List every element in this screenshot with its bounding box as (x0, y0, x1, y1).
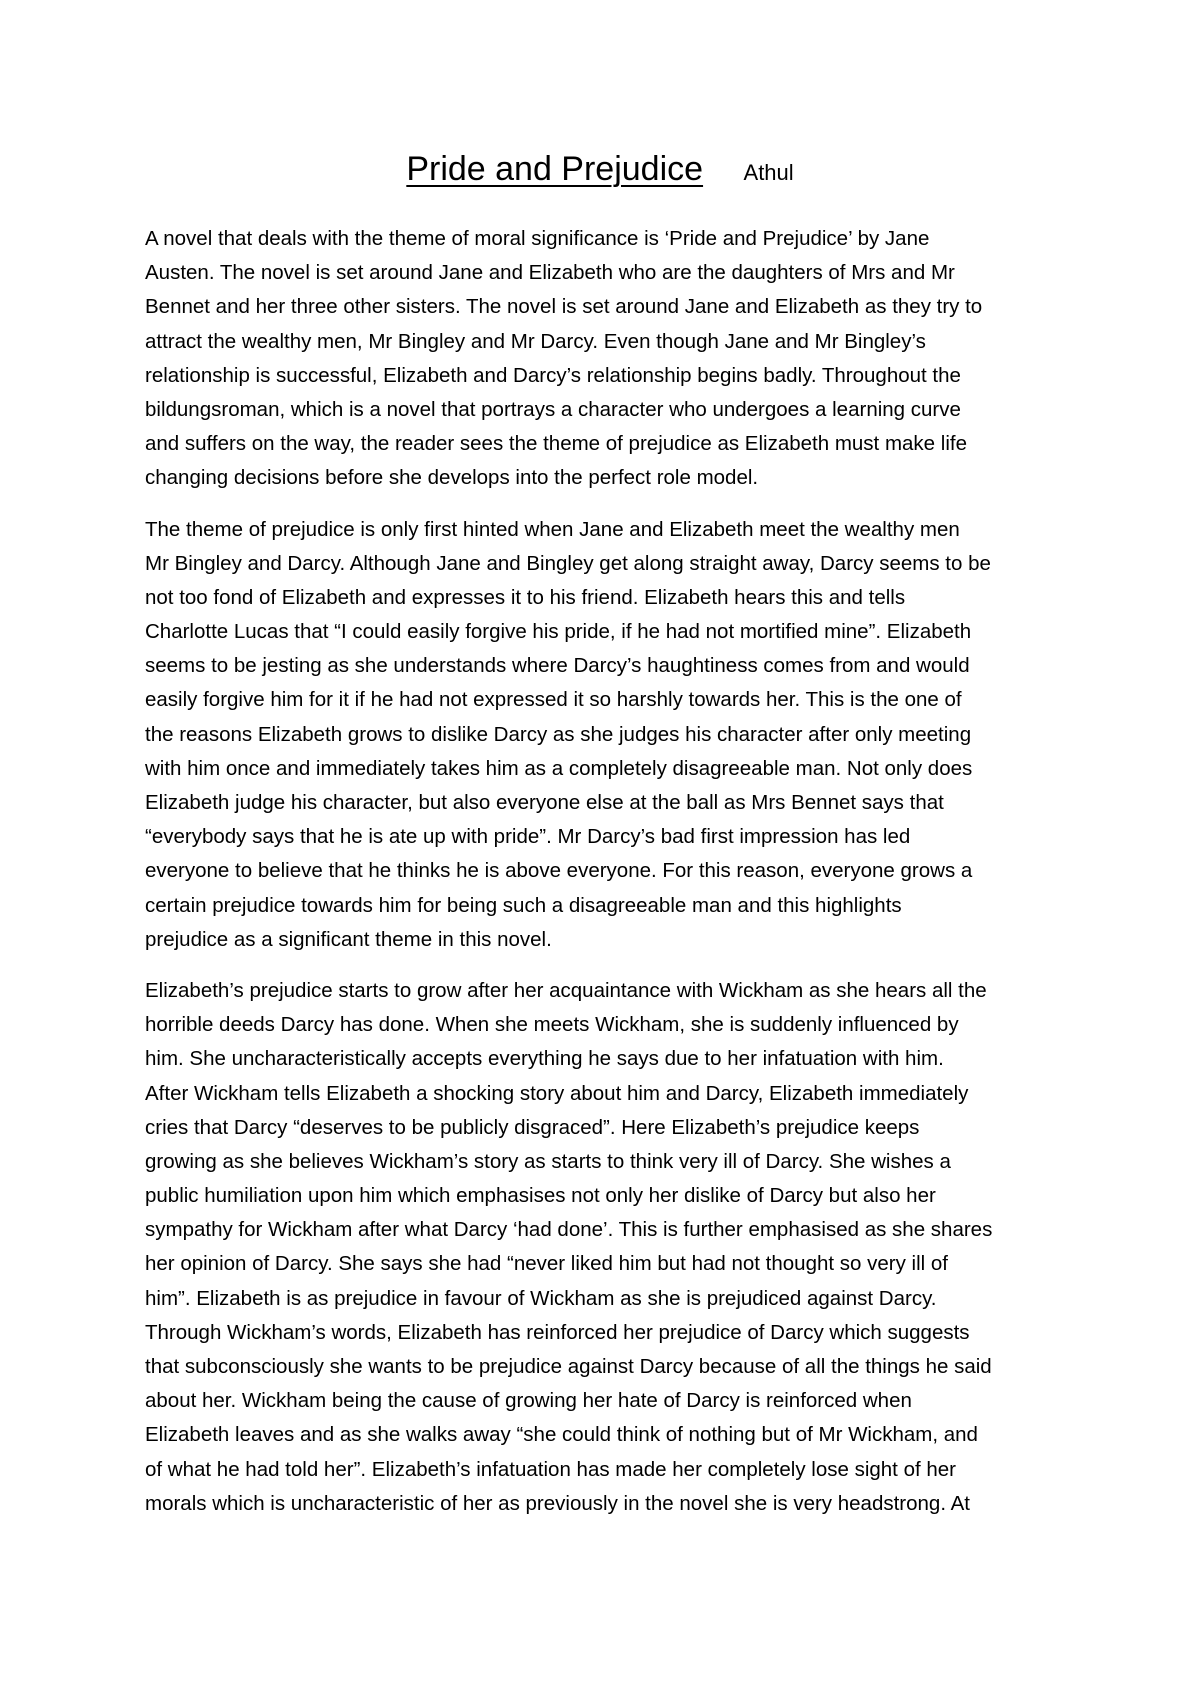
text-line: and suffers on the way, the reader sees the theme of prejudice as Elizabeth must make life (145, 432, 967, 456)
text-line: not too fond of Elizabeth and expresses it to his friend. Elizabeth hears this and tells (145, 585, 906, 609)
text-line: “everybody says that he is ate up with pride”. Mr Darcy’s bad first impression has led (145, 825, 911, 849)
paragraph (145, 974, 1065, 1521)
text-line: with him once and immediately takes him as a completely disagreeable man. Not only does (145, 756, 973, 780)
text-line: the reasons Elizabeth grows to dislike Darcy as she judges his character after only meeting (145, 722, 972, 746)
text-line: sympathy for Wickham after what Darcy ‘had done’. This is further emphasised as she shares (145, 1218, 993, 1242)
essay-body (145, 222, 1065, 1538)
paragraph (145, 222, 1065, 496)
text-line: After Wickham tells Elizabeth a shocking story about him and Darcy, Elizabeth immediately (145, 1081, 969, 1105)
text-line: her opinion of Darcy. She says she had “never liked him but had not thought so very ill of (145, 1252, 948, 1276)
text-line: seems to be jesting as she understands where Darcy’s haughtiness comes from and would (145, 654, 970, 678)
text-line: morals which is uncharacteristic of her as previously in the novel she is very headstrong. At (145, 1491, 970, 1515)
text-line: A novel that deals with the theme of moral significance is ‘Pride and Prejudice’ by Jane (145, 227, 930, 250)
author-name: Athul (743, 160, 794, 185)
text-line: Charlotte Lucas that “I could easily forgive his pride, if he had not mortified mine”. Elizabeth (145, 620, 972, 644)
text-line: Bennet and her three other sisters. The novel is set around Jane and Elizabeth as they try to (145, 295, 983, 319)
text-line: growing as she believes Wickham’s story as starts to think very ill of Darcy. She wishes a (145, 1149, 951, 1173)
text-line: easily forgive him for it if he had not expressed it so harshly towards her. This is the one of (145, 688, 962, 712)
text-line: everyone to believe that he thinks he is above everyone. For this reason, everyone grows a (145, 859, 973, 883)
text-line: bildungsroman, which is a novel that portrays a character who undergoes a learning curve (145, 397, 961, 421)
text-line: The theme of prejudice is only first hinted when Jane and Elizabeth meet the wealthy men (145, 517, 960, 541)
text-line: prejudice as a significant theme in this novel. (145, 927, 552, 951)
text-line: Mr Bingley and Darcy. Although Jane and Bingley get along straight away, Darcy seems to be (145, 551, 991, 575)
paragraph (145, 513, 1065, 957)
text-line: that subconsciously she wants to be prejudice against Darcy because of all the things he said (145, 1355, 992, 1378)
text-line: Elizabeth’s prejudice starts to grow after her acquaintance with Wickham as she hears all the (145, 978, 987, 1002)
text-line: of what he had told her”. Elizabeth’s infatuation has made her completely lose sight of her (145, 1457, 956, 1481)
title-row (0, 150, 1200, 189)
text-line: him. She uncharacteristically accepts everything he says due to her infatuation with him. (145, 1047, 944, 1071)
text-line: Elizabeth leaves and as she walks away “she could think of nothing but of Mr Wickham, and (145, 1423, 978, 1447)
text-line: Austen. The novel is set around Jane and Elizabeth who are the daughters of Mrs and Mr (145, 261, 955, 285)
text-line: cries that Darcy “deserves to be publicly disgraced”. Here Elizabeth’s prejudice keeps (145, 1115, 920, 1139)
text-line: horrible deeds Darcy has done. When she meets Wickham, she is suddenly influenced by (145, 1013, 959, 1037)
text-line: Through Wickham’s words, Elizabeth has reinforced her prejudice of Darcy which suggests (145, 1320, 970, 1344)
text-line: changing decisions before she develops into the perfect role model. (145, 466, 759, 490)
text-line: relationship is successful, Elizabeth and Darcy’s relationship begins badly. Throughout the (145, 363, 961, 387)
text-line: Elizabeth judge his character, but also everyone else at the ball as Mrs Bennet says that (145, 791, 944, 814)
text-line: public humiliation upon him which emphasises not only her dislike of Darcy but also her (145, 1184, 936, 1208)
text-line: him”. Elizabeth is as prejudice in favour of Wickham as she is prejudiced against Darcy. (145, 1286, 937, 1310)
text-line: about her. Wickham being the cause of growing her hate of Darcy is reinforced when (145, 1389, 912, 1413)
text-line: certain prejudice towards him for being such a disagreeable man and this highlights (145, 893, 902, 917)
text-line: attract the wealthy men, Mr Bingley and Mr Darcy. Even though Jane and Mr Bingley’s (145, 329, 926, 353)
page-title: Pride and Prejudice (406, 150, 704, 188)
